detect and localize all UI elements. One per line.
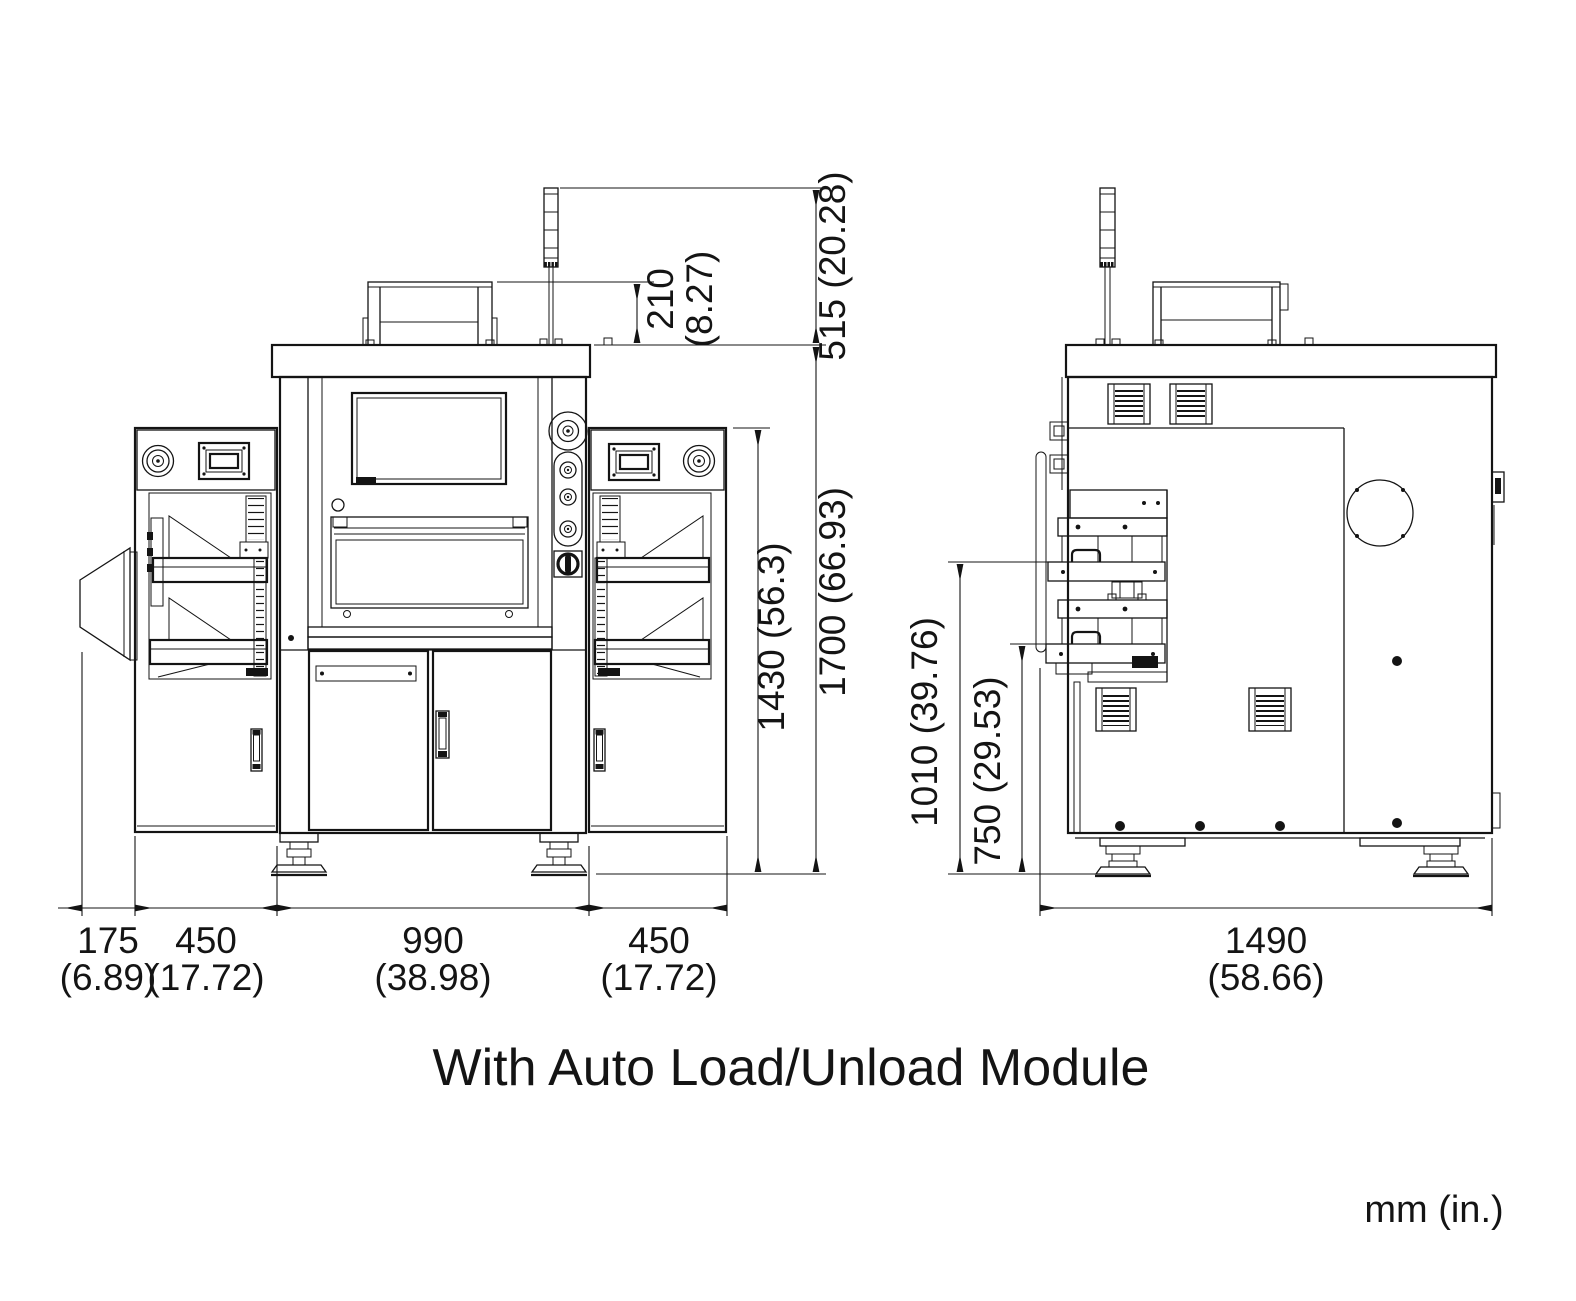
front-rotary-switch <box>554 551 582 577</box>
drawing-caption: With Auto Load/Unload Module <box>432 1039 1150 1097</box>
side-top-box <box>1153 282 1288 345</box>
front-process-window <box>331 517 528 618</box>
front-left-module <box>135 428 277 832</box>
dim-label-175-in: (6.89) <box>59 957 157 998</box>
front-left-estop-button <box>143 446 174 477</box>
side-view <box>904 188 1504 998</box>
dim-label-990-mm: 990 <box>402 920 464 961</box>
front-right-cabinet-handle <box>594 729 605 771</box>
dim-label-450r-mm: 450 <box>628 920 690 961</box>
side-dimensions <box>904 562 1492 998</box>
front-mid-band <box>308 627 552 637</box>
dim-label-450r-in: (17.72) <box>600 957 718 998</box>
front-door-vent-strip <box>316 666 416 681</box>
side-lower-vents <box>1096 688 1291 731</box>
front-left-cabinet-handle <box>251 729 262 771</box>
front-top-box <box>363 282 497 345</box>
front-center-cabinet <box>272 345 590 833</box>
dim-label-1010: 1010 (39.76) <box>904 617 945 827</box>
side-right-lower-bracket <box>1492 793 1500 828</box>
dim-label-175-mm: 175 <box>77 920 139 961</box>
side-leveling-feet <box>1075 838 1485 876</box>
front-monitor-screen <box>352 393 506 484</box>
front-door-handle <box>436 711 449 758</box>
dim-label-1700: 1700 (66.93) <box>812 487 853 697</box>
dim-label-450l-in: (17.72) <box>147 957 265 998</box>
dim-label-1490-in: (58.66) <box>1207 957 1325 998</box>
front-right-module <box>589 428 726 832</box>
dim-label-750: 750 (29.53) <box>967 676 1008 866</box>
side-upper-vents <box>1108 384 1212 424</box>
front-view <box>58 171 853 998</box>
front-button-panel <box>554 452 582 546</box>
side-body <box>1062 345 1504 833</box>
front-round-button <box>332 499 344 511</box>
front-right-mechanism <box>593 493 711 679</box>
front-right-display <box>609 444 659 480</box>
side-tray-handle-lower <box>1072 632 1100 644</box>
dim-label-450l-mm: 450 <box>175 920 237 961</box>
dim-label-1430: 1430 (56.3) <box>751 542 792 732</box>
front-dimensions <box>58 171 853 998</box>
front-leveling-feet <box>271 833 587 875</box>
dim-label-990-in: (38.98) <box>374 957 492 998</box>
side-hinge-clips <box>1050 422 1068 473</box>
front-left-mechanism <box>147 493 271 679</box>
front-right-estop-button <box>684 446 715 477</box>
dim-label-1490-mm: 1490 <box>1224 920 1308 961</box>
front-left-chute <box>80 548 137 660</box>
side-magazine-assembly <box>1036 422 1167 833</box>
front-left-display <box>199 443 249 479</box>
dim-label-515: 515 (20.28) <box>812 171 853 361</box>
front-emergency-stop-button <box>549 412 587 450</box>
side-right-latch <box>1492 472 1504 545</box>
units-note: mm (in.) <box>1364 1189 1504 1231</box>
front-lower-doors <box>280 650 586 833</box>
side-tray-handle-upper <box>1072 550 1100 562</box>
dim-label-210-mm: 210 <box>640 268 681 330</box>
side-center-mount <box>1108 582 1146 600</box>
dim-label-210-in: (8.27) <box>679 250 720 348</box>
front-signal-tower-icon <box>540 188 612 345</box>
